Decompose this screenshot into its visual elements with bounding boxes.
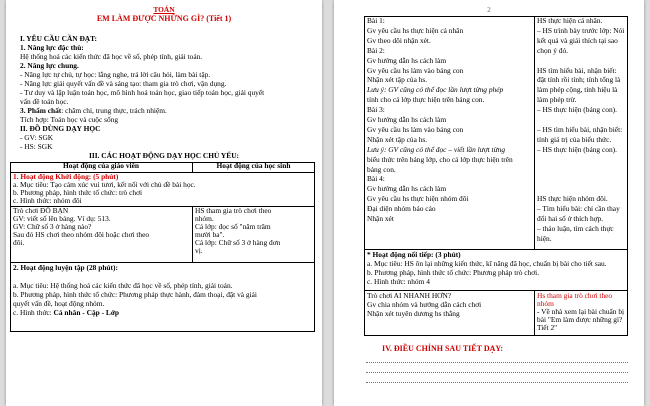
text-line: Nhận xét tập của hs. [367,134,428,144]
text-line: Gv hướng dẫn hs cách làm [367,55,447,65]
text-line: Trò chơi AI NHANH HƠN? [367,291,452,300]
text-line: Gv yêu cầu hs thực hiện cá nhân [367,25,464,35]
activity-3-title: * Hoạt động nối tiếp: (3 phút) [367,250,461,259]
text-line: vị. [195,246,203,255]
divider [534,290,535,336]
text-line: Gv yêu cầu hs làm vào bảng con [367,124,464,134]
text-line: Gv theo dõi nhận xét. [367,35,431,45]
text-line: tính giá trị của biểu thức. [537,134,612,144]
text-line: – HS thực hiện (bảng con). [537,144,617,154]
lesson-title: EM LÀM ĐƯỢC NHỮNG GÌ? (Tiết 1) [96,14,232,23]
heading-specific-competence: 1. Năng lực đặc thù: [20,43,84,52]
text-line: - HS: SGK [20,142,53,151]
text-line: Bài 1: [367,16,385,25]
text-line: HS thực hiện nhóm đôi. [537,194,608,204]
divider [192,206,193,262]
text-line: a. Mục tiêu: HS ôn lại những kiến thức, kĩ năng đã học, chuẩn bị bài cho tiết sau. [367,259,607,268]
text-line: b. Phương pháp, hình thức tổ chức: Phương pháp trò chơi. [367,268,540,277]
text-line: HS tham gia trò chơi theo [195,206,272,215]
text-line: kết quả và giải thích tại sao [537,35,618,45]
text-line: tính cho cả lớp thực hiện trên bảng con. [367,95,485,105]
text-line: - Tư duy và lập luận toán học, mô hình hoá toán học, giao tiếp toán học, giải quyết [20,88,265,97]
text-line: Gv hướng dẫn hs cách làm [367,115,447,124]
blank-line [366,372,628,373]
subject-title: TOÁN [153,5,175,14]
text-line: - GV: SGK [20,133,54,142]
text-line: Bài 4: [367,174,385,184]
text-line: a. Mục tiêu: Hệ thống hoá các kiến thức đã học về số, phép tính, giải toán. [13,281,233,290]
text-line: Bài 3: [367,105,385,115]
text-line: Tích hợp: Toán học và cuộc sống [20,115,119,124]
text-line: Gv yêu cầu hs thực hiện nhóm đôi [367,194,469,204]
blank-line [366,382,628,383]
header-teacher: Hoạt động của giáo viên [63,161,139,170]
text-line: Gv hướng dẫn hs cách làm [367,184,447,194]
heading-general-competence: 2. Năng lực chung. [20,61,79,70]
header-student: Hoạt động của học sinh [216,161,291,170]
text-line: bài "Em làm được những gì? [537,315,623,324]
text-line: – Tìm hiểu bài: chỉ cần thay [537,204,620,214]
text-line: Hs tham gia trò chơi theo [537,291,613,300]
text-line: - Năng lực giải quyết vấn đề và sáng tạo: tham gia trò chơi, vận dụng. [20,79,227,88]
blank-line [366,362,628,363]
text-line: làm phép cộng, tính hiệu là [537,85,618,95]
text-line: Cả lớp: Chữ số 3 ở hàng đơn [195,238,281,247]
text-line: HS tìm hiểu bài, nhận biết: [537,65,617,75]
text-line: : chăm chỉ, trung thực, trách nhiệm. [61,106,167,115]
text-line: nhóm. [195,214,214,223]
text-line: Sau đó HS chơi theo nhóm đôi hoặc chơi theo [13,230,150,239]
text-line: – HS tìm hiểu bài, nhận biết: [537,124,623,134]
text-line: Bài 2: [367,45,385,55]
text-line: vấn đề toán học. [20,97,69,106]
activity-1-title: 1. Hoạt động Khởi động: (5 phút) [13,172,119,181]
page-2 [334,0,644,406]
text-line: mười ba". [195,230,225,239]
text-line: – HS trình bày trước lớp: Nói [537,25,625,35]
text-line: – HS thực hiện (bảng con). [537,105,617,115]
section-adjustments: IV. ĐIỀU CHỈNH SAU TIẾT DẠY: [382,344,504,353]
text-line: Gv yêu cầu hs làm vào bảng con [367,65,464,75]
text-line: c. Hình thức: nhóm 4 [367,277,430,286]
text-line: HS thực hiện cá nhân. [537,16,603,25]
text-line: GV: viết số lên bảng. Ví dụ: 513. [13,214,111,223]
text-line: Đại diện nhóm báo cáo [367,204,436,214]
text-line: Cá lớp: đọc số "năm trăm [195,222,271,231]
text-line: làm phép trừ. [537,95,577,105]
page-1 [6,0,322,406]
text-line: c. Hình thức: nhóm đôi [13,196,82,205]
divider [534,16,535,249]
heading-qualities: 3. Phẩm chất [20,106,62,115]
text-line: hiện. [537,233,552,243]
text-line: quyết vấn đề, hoạt động nhóm. [13,299,105,308]
text-line: - Năng lực tự chủ, tự học: lắng nghe, trả lời câu hỏi, làm bài tập. [20,70,211,79]
text-line: chọn ý đó. [537,45,568,55]
text-line: b. Phương pháp, hình thức tổ chức: Phương pháp thực hành, đàm thoại, đặt và giải [13,290,257,299]
text-line: Lưu ý: GV cũng có thể đọc lần lượt từng phép [367,85,504,95]
text-line: đôi. [13,238,25,247]
text-line: bảng con. [367,164,396,174]
text-line: Lưu ý: GV cũng có thể đọc – viết lần lượt từng [367,144,506,154]
text-line: đổi hai số ở thích hợp. [537,214,604,223]
text-line: Nhận xét tập của hs. [367,75,428,85]
text-line: Trò chơi ĐỐ BẠN [13,206,69,215]
text-line: biểu thức trên bảng lớp, cho cả lớp thực hiện trên [367,154,513,164]
activity-2-title: 2. Hoạt động luyện tập (28 phút): [13,263,118,272]
text-line: Tiết 2" [537,323,558,332]
text-line: nhóm [537,299,554,308]
text-line: đặt tính rồi tính; tính tổng là [537,75,621,85]
text-line: Nhận xét tuyên dương hs thắng [367,309,460,318]
text-line: Nhận xét [367,214,394,223]
section-objectives: I. YÊU CẦU CẦN ĐẠT: [20,34,97,43]
text-line: Gv chia nhóm và hướng dẫn cách chơi [367,300,482,309]
text-line: Hệ thống hoá các kiến thức đã học về số, phép tính, giải toán. [20,52,203,61]
text-line: GV: Chữ số 3 ở hàng nào? [13,222,92,231]
page-number: 2 [487,6,491,14]
text-line: Cá nhân - Cặp - Lớp [53,308,120,317]
section-activities: III. CÁC HOẠT ĐỘNG DẠY HỌC CHỦ YẾU: [88,151,239,160]
text-line: – thảo luận, tìm cách thực [537,223,614,233]
section-materials: II. ĐỒ DÙNG DẠY HỌC [20,124,101,133]
text-line: b. Phương pháp, hình thức tổ chức: trò chơi [13,188,143,197]
text-line: - Về nhà xem lại bài chuẩn bị [537,307,625,316]
text-line: c. Hình thức: [13,308,54,317]
text-line: a. Mục tiêu: Tạo cảm xúc vui tươi, kết nối với chủ đề bài học. [13,180,196,189]
